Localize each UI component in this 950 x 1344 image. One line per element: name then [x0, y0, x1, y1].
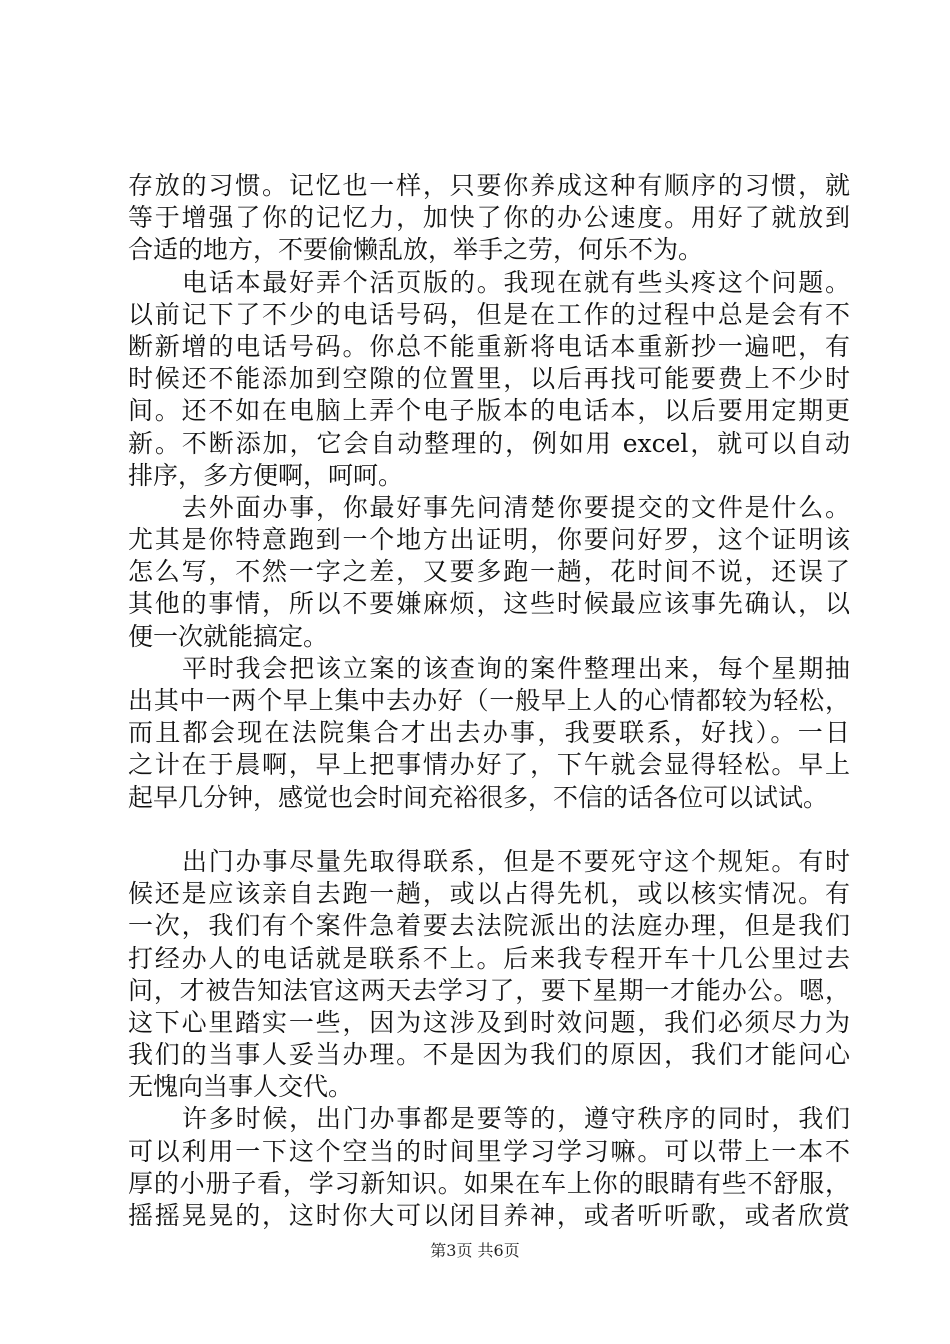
- text-line: 断新增的电话号码。你总不能重新将电话本重新抄一遍吧，有: [128, 331, 850, 361]
- text-line: 我们的当事人妥当办理。不是因为我们的原因，我们才能问心: [128, 1040, 850, 1070]
- text-line: 怎么写，不然一字之差，又要多跑一趟，花时间不说，还误了: [128, 557, 850, 587]
- text-line: 等于增强了你的记忆力，加快了你的办公速度。用好了就放到: [128, 203, 850, 233]
- text-line: 之计在于晨啊，早上把事情办好了，下午就会显得轻松。早上: [128, 750, 850, 780]
- page-number-label: 第3页 共6页: [430, 1241, 520, 1260]
- text-line: 可以利用一下这个空当的时间里学习学习嘛。可以带上一本不: [128, 1136, 850, 1166]
- text-line: 起早几分钟，感觉也会时间充裕很多，不信的话各位可以试试。: [128, 782, 829, 812]
- text-line: 而且都会现在法院集合才出去办事，我要联系，好找）。一日: [128, 718, 850, 748]
- paragraph: [128, 653, 850, 814]
- text-line: 候还是应该亲自去跑一趟，或以占得先机，或以核实情况。有: [128, 879, 850, 909]
- paragraph: [128, 267, 850, 492]
- text-line: 排序，多方便啊，呵呵。: [128, 460, 404, 490]
- text-line: 出门办事尽量先取得联系，但是不要死守这个规矩。有时: [182, 846, 850, 876]
- text-line: 平时我会把该立案的该查询的案件整理出来，每个星期抽: [182, 653, 850, 683]
- text-line: 间。还不如在电脑上弄个电子版本的电话本，以后要用定期更: [128, 396, 850, 426]
- text-line: 以前记下了不少的电话号码，但是在工作的过程中总是会有不: [128, 299, 850, 329]
- text-line: 时候还不能添加到空隙的位置里，以后再找可能要费上不少时: [128, 364, 850, 394]
- paragraph: [128, 492, 850, 653]
- document-body: [128, 170, 850, 1232]
- text-line: 合适的地方，不要偷懒乱放，举手之劳，何乐不为。: [128, 235, 704, 265]
- text-line: 去外面办事，你最好事先问清楚你要提交的文件是什么。: [182, 492, 850, 522]
- text-line: 问，才被告知法官这两天去学习了，要下星期一才能办公。嗯，: [128, 975, 850, 1005]
- text-line: 出其中一两个早上集中去办好（一般早上人的心情都较为轻松，: [128, 686, 850, 715]
- text-line: 存放的习惯。记忆也一样，只要你养成这种有顺序的习惯，就: [128, 171, 850, 200]
- text-line: 这下心里踏实一些，因为这涉及到时效问题，我们必须尽力为: [128, 1007, 850, 1037]
- text-line: 新。不断添加，它会自动整理的，例如用 excel，就可以自动: [128, 428, 850, 458]
- text-line: 厚的小册子看，学习新知识。如果在车上你的眼睛有些不舒服，: [128, 1168, 850, 1198]
- paragraph: [128, 170, 850, 267]
- paragraph-gap: [128, 814, 850, 846]
- text-line: 电话本最好弄个活页版的。我现在就有些头疼这个问题。: [182, 267, 850, 297]
- text-line: 无愧向当事人交代。: [128, 1072, 354, 1102]
- text-line: 许多时候，出门办事都是要等的，遵守秩序的同时，我们: [182, 1104, 850, 1134]
- text-line: 打经办人的电话就是联系不上。后来我专程开车十几公里过去: [128, 943, 850, 973]
- paragraph: [128, 1103, 850, 1232]
- paragraph: [128, 846, 850, 1104]
- page-footer: [0, 1238, 950, 1261]
- text-line: 其他的事情，所以不要嫌麻烦，这些时候最应该事先确认，以: [128, 589, 850, 619]
- text-line: 一次，我们有个案件急着要去法院派出的法庭办理，但是我们: [128, 911, 850, 941]
- text-line: 尤其是你特意跑到一个地方出证明，你要问好罗，这个证明该: [128, 525, 850, 555]
- text-line: 便一次就能搞定。: [128, 621, 329, 651]
- text-line: 摇摇晃晃的，这时你大可以闭目养神，或者听听歌，或者欣赏: [128, 1201, 850, 1230]
